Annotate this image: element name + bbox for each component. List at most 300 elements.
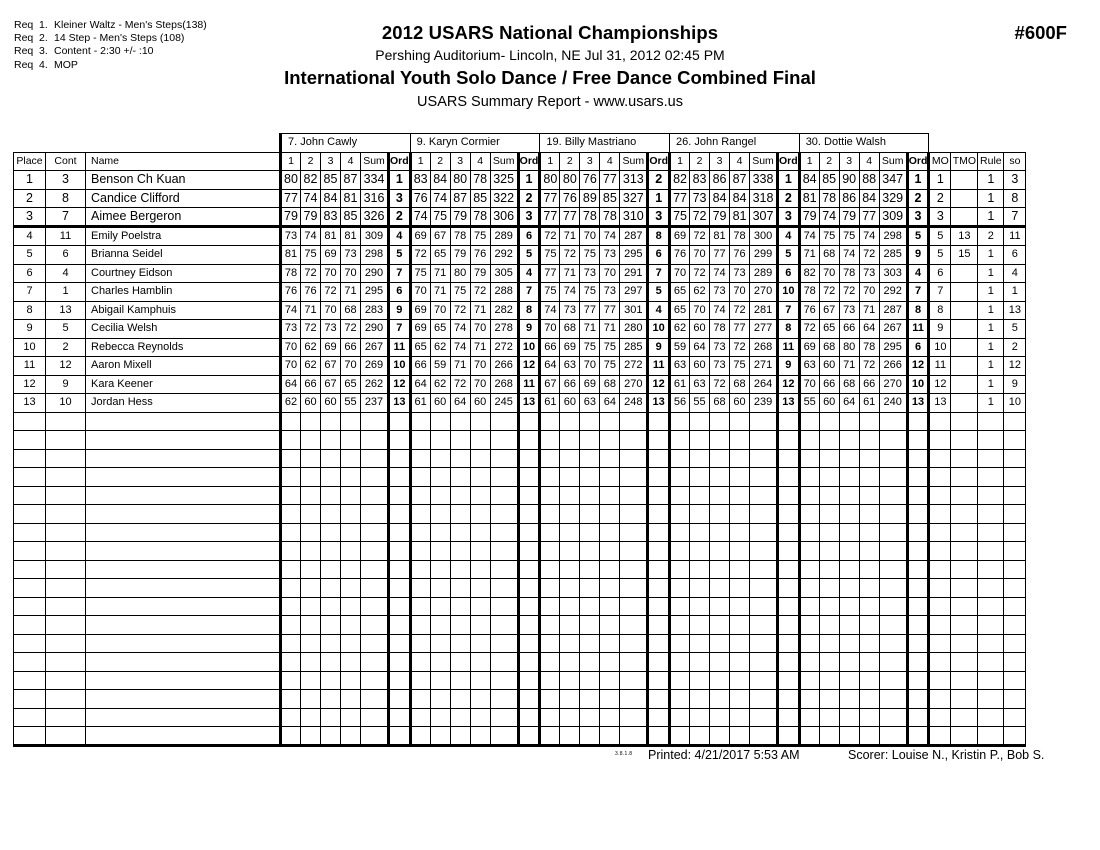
cell-judge5-score4: [859, 579, 879, 598]
cell-judge5-score3: [839, 653, 859, 672]
cell-judge2-score4: [470, 468, 490, 487]
cell-judge2-ord: 6: [518, 227, 540, 246]
table-row-empty[interactable]: [14, 505, 1026, 524]
cell-judge5-score4: 73: [859, 264, 879, 283]
cell-so: 6: [1004, 246, 1026, 265]
cell-mo: [929, 653, 951, 672]
cell-mo: 9: [929, 320, 951, 339]
cell-judge4-score3: [710, 727, 730, 746]
cell-judge5-score1: 55: [799, 394, 819, 413]
cell-name: [86, 727, 281, 746]
cell-judge1-score3: [321, 523, 341, 542]
cell-so: [1004, 671, 1026, 690]
cell-place: [14, 616, 46, 635]
cell-judge1-score4: 65: [341, 375, 361, 394]
cell-judge5-score1: 70: [799, 375, 819, 394]
table-row-empty[interactable]: [14, 579, 1026, 598]
cell-judge2-score1: 83: [410, 171, 430, 190]
table-row-empty[interactable]: [14, 486, 1026, 505]
table-row-empty[interactable]: [14, 671, 1026, 690]
cell-judge4-score1: 56: [670, 394, 690, 413]
cell-judge3-ord: [648, 412, 670, 431]
cell-judge2-score1: [410, 597, 430, 616]
cell-judge2-score1: 69: [410, 227, 430, 246]
cell-judge4-ord: 8: [778, 320, 800, 339]
cell-judge1-score1: [281, 486, 301, 505]
cell-judge5-sum: [879, 468, 907, 487]
cell-judge4-score4: [730, 412, 750, 431]
cell-judge5-score4: 77: [859, 208, 879, 227]
cell-tmo: [951, 394, 978, 413]
cell-judge2-sum: 266: [490, 357, 518, 376]
cell-judge2-score1: [410, 449, 430, 468]
cell-judge4-score4: 72: [730, 338, 750, 357]
cell-judge1-score4: [341, 597, 361, 616]
table-row[interactable]: [14, 171, 1026, 190]
cell-judge1-score1: 79: [281, 208, 301, 227]
cell-mo: [929, 431, 951, 450]
cell-judge3-sum: [620, 616, 648, 635]
cell-judge2-score4: [470, 505, 490, 524]
cell-judge5-ord: [907, 523, 929, 542]
cell-judge5-sum: [879, 542, 907, 561]
cell-judge5-score2: 67: [819, 301, 839, 320]
cell-judge1-score3: 69: [321, 246, 341, 265]
cell-rule: [978, 505, 1004, 524]
cell-judge3-ord: [648, 486, 670, 505]
cell-cont: 13: [46, 301, 86, 320]
cell-judge5-sum: [879, 690, 907, 709]
cell-so: [1004, 542, 1026, 561]
cell-judge3-score1: 77: [540, 264, 560, 283]
cell-cont: [46, 449, 86, 468]
table-row-empty[interactable]: [14, 542, 1026, 561]
cell-judge4-score3: [710, 468, 730, 487]
cell-judge2-sum: [490, 653, 518, 672]
cell-judge1-score2: 62: [301, 357, 321, 376]
cell-judge2-score1: 69: [410, 320, 430, 339]
cell-judge2-score3: [450, 523, 470, 542]
table-row-empty[interactable]: [14, 727, 1026, 746]
cell-tmo: [951, 412, 978, 431]
cell-judge2-score3: [450, 431, 470, 450]
cell-judge3-score3: 71: [580, 320, 600, 339]
cell-judge4-score4: [730, 431, 750, 450]
cell-judge2-score1: 75: [410, 264, 430, 283]
table-row[interactable]: [14, 301, 1026, 320]
cell-judge5-score4: [859, 690, 879, 709]
cell-judge2-score2: [430, 579, 450, 598]
cell-so: [1004, 449, 1026, 468]
table-row[interactable]: [14, 189, 1026, 208]
table-row[interactable]: [14, 357, 1026, 376]
cell-judge2-score4: 75: [470, 227, 490, 246]
cell-judge5-sum: 270: [879, 375, 907, 394]
cell-judge1-score3: [321, 597, 341, 616]
cell-judge2-score2: 67: [430, 227, 450, 246]
cell-cont: 7: [46, 208, 86, 227]
cell-judge3-score3: [580, 597, 600, 616]
table-row-empty[interactable]: [14, 412, 1026, 431]
cell-judge5-score4: [859, 653, 879, 672]
table-row-empty[interactable]: [14, 431, 1026, 450]
cell-judge3-score1: [540, 671, 560, 690]
cell-place: [14, 449, 46, 468]
cell-so: 11: [1004, 227, 1026, 246]
cell-judge2-ord: [518, 431, 540, 450]
cell-judge4-score3: 74: [710, 301, 730, 320]
cell-judge1-score1: 77: [281, 189, 301, 208]
table-row-empty[interactable]: [14, 523, 1026, 542]
cell-place: 10: [14, 338, 46, 357]
cell-judge1-sum: [361, 449, 389, 468]
cell-name: Rebecca Reynolds: [86, 338, 281, 357]
cell-judge5-score3: [839, 486, 859, 505]
cell-judge5-ord: [907, 449, 929, 468]
cell-judge2-sum: [490, 690, 518, 709]
cell-judge1-ord: 13: [389, 394, 411, 413]
cell-place: [14, 412, 46, 431]
cell-judge5-score1: [799, 690, 819, 709]
cell-judge5-score2: [819, 727, 839, 746]
cell-judge1-sum: [361, 708, 389, 727]
table-row-empty[interactable]: [14, 690, 1026, 709]
cell-place: [14, 468, 46, 487]
cell-judge4-score4: 73: [730, 264, 750, 283]
cell-name: Aaron Mixell: [86, 357, 281, 376]
cell-judge2-sum: [490, 579, 518, 598]
cell-so: 8: [1004, 189, 1026, 208]
cell-judge4-ord: 4: [778, 227, 800, 246]
cell-place: 9: [14, 320, 46, 339]
cell-cont: 5: [46, 320, 86, 339]
cell-judge2-ord: [518, 505, 540, 524]
cell-judge3-sum: 285: [620, 338, 648, 357]
cell-judge5-score1: 82: [799, 264, 819, 283]
cell-judge3-ord: [648, 634, 670, 653]
cell-tmo: [951, 634, 978, 653]
cell-judge2-sum: 292: [490, 246, 518, 265]
cell-cont: [46, 690, 86, 709]
cell-judge3-score2: 76: [560, 189, 580, 208]
column-header-judge4-score4: 4: [730, 152, 750, 171]
cell-judge1-score2: 75: [301, 246, 321, 265]
cell-judge3-score4: [600, 579, 620, 598]
cell-judge3-score4: [600, 597, 620, 616]
cell-judge5-ord: [907, 431, 929, 450]
cell-judge4-score2: 64: [690, 338, 710, 357]
cell-name: [86, 708, 281, 727]
cell-judge3-sum: [620, 505, 648, 524]
cell-judge5-sum: 292: [879, 283, 907, 302]
table-row[interactable]: [14, 208, 1026, 227]
cell-judge3-score4: 64: [600, 394, 620, 413]
table-row-empty[interactable]: [14, 597, 1026, 616]
cell-judge3-ord: 1: [648, 189, 670, 208]
cell-judge3-score1: [540, 449, 560, 468]
cell-name: Cecilia Welsh: [86, 320, 281, 339]
cell-judge4-score2: [690, 468, 710, 487]
cell-judge2-score3: 79: [450, 208, 470, 227]
cell-judge3-sum: [620, 634, 648, 653]
table-row-empty[interactable]: [14, 616, 1026, 635]
cell-judge4-ord: [778, 708, 800, 727]
cell-judge5-sum: 240: [879, 394, 907, 413]
cell-judge4-ord: [778, 634, 800, 653]
cell-place: 11: [14, 357, 46, 376]
table-row[interactable]: [14, 246, 1026, 265]
cell-judge2-ord: [518, 727, 540, 746]
table-row[interactable]: [14, 227, 1026, 246]
cell-judge1-score2: [301, 449, 321, 468]
cell-judge2-sum: [490, 468, 518, 487]
table-row[interactable]: [14, 264, 1026, 283]
cell-judge5-score2: 74: [819, 208, 839, 227]
table-row-empty[interactable]: [14, 468, 1026, 487]
cell-judge5-sum: 298: [879, 227, 907, 246]
cell-tmo: [951, 264, 978, 283]
table-row-empty[interactable]: [14, 708, 1026, 727]
table-row[interactable]: [14, 394, 1026, 413]
scorer-label: Scorer: Louise N., Kristin P., Bob S.: [848, 748, 1045, 762]
cell-judge3-sum: 270: [620, 375, 648, 394]
cell-judge3-score4: [600, 449, 620, 468]
cell-judge2-score1: [410, 505, 430, 524]
cell-judge4-score1: 69: [670, 227, 690, 246]
cell-judge1-score4: 85: [341, 208, 361, 227]
cell-judge4-ord: [778, 690, 800, 709]
cell-judge2-score3: 79: [450, 246, 470, 265]
cell-judge4-ord: 11: [778, 338, 800, 357]
cell-judge4-score3: [710, 412, 730, 431]
cell-judge2-sum: [490, 597, 518, 616]
cell-judge2-score4: [470, 449, 490, 468]
cell-judge4-sum: [750, 523, 778, 542]
cell-judge3-ord: [648, 542, 670, 561]
cell-cont: 1: [46, 283, 86, 302]
table-row[interactable]: [14, 283, 1026, 302]
cell-judge1-score2: [301, 690, 321, 709]
cell-judge3-score1: 77: [540, 208, 560, 227]
cell-judge1-score3: 73: [321, 320, 341, 339]
cell-judge1-ord: [389, 542, 411, 561]
cell-judge1-score3: 81: [321, 227, 341, 246]
cell-judge3-score2: 80: [560, 171, 580, 190]
cell-judge5-score2: [819, 431, 839, 450]
judge-header-3: [540, 134, 670, 153]
cell-judge5-score4: [859, 727, 879, 746]
cell-judge5-ord: 2: [907, 189, 929, 208]
cell-place: [14, 671, 46, 690]
table-row-empty[interactable]: [14, 449, 1026, 468]
cell-judge1-score4: [341, 486, 361, 505]
cell-mo: [929, 542, 951, 561]
cell-judge4-score1: [670, 468, 690, 487]
cell-judge1-score4: 73: [341, 246, 361, 265]
cell-judge3-ord: [648, 690, 670, 709]
cell-judge5-sum: 295: [879, 338, 907, 357]
cell-judge2-score3: [450, 653, 470, 672]
table-row[interactable]: [14, 375, 1026, 394]
cell-judge5-score1: [799, 449, 819, 468]
column-header-judge5-ord: Ord: [907, 152, 929, 171]
cell-judge5-score2: [819, 412, 839, 431]
cell-judge2-score4: [470, 653, 490, 672]
cell-mo: [929, 505, 951, 524]
cell-judge1-score2: 79: [301, 208, 321, 227]
cell-judge3-score2: [560, 449, 580, 468]
cell-judge1-sum: [361, 653, 389, 672]
cell-judge5-score3: [839, 560, 859, 579]
cell-judge2-score1: [410, 579, 430, 598]
column-header-mo: MO: [929, 152, 951, 171]
cell-judge5-score4: 64: [859, 320, 879, 339]
cell-rule: 1: [978, 246, 1004, 265]
cell-judge5-score4: 61: [859, 394, 879, 413]
cell-judge3-score4: 73: [600, 283, 620, 302]
table-row-empty[interactable]: [14, 634, 1026, 653]
cell-judge5-score3: [839, 523, 859, 542]
cell-judge2-score3: [450, 708, 470, 727]
cell-judge1-score2: 74: [301, 189, 321, 208]
cell-judge4-score4: 60: [730, 394, 750, 413]
cell-judge1-score3: 60: [321, 394, 341, 413]
cell-judge1-score4: [341, 579, 361, 598]
cell-judge2-ord: [518, 486, 540, 505]
cell-judge3-ord: [648, 727, 670, 746]
cell-judge2-score1: [410, 486, 430, 505]
cell-judge4-ord: 6: [778, 264, 800, 283]
column-header-judge3-score1: 1: [540, 152, 560, 171]
cell-judge4-sum: [750, 505, 778, 524]
cell-judge3-score4: [600, 708, 620, 727]
cell-judge3-sum: 310: [620, 208, 648, 227]
cell-judge1-ord: [389, 468, 411, 487]
cell-tmo: [951, 283, 978, 302]
cell-judge1-ord: [389, 634, 411, 653]
cell-judge5-score3: 78: [839, 264, 859, 283]
judge-number: 26.: [676, 136, 692, 149]
cell-judge3-score2: 69: [560, 338, 580, 357]
cell-judge2-score3: 80: [450, 264, 470, 283]
cell-judge4-sum: [750, 690, 778, 709]
cell-tmo: [951, 468, 978, 487]
cell-place: 5: [14, 246, 46, 265]
cell-place: [14, 542, 46, 561]
cell-judge3-score3: 76: [580, 171, 600, 190]
cell-so: [1004, 597, 1026, 616]
cell-rule: 1: [978, 283, 1004, 302]
cell-mo: [929, 560, 951, 579]
cell-judge2-score4: [470, 690, 490, 709]
cell-judge3-score4: [600, 727, 620, 746]
cell-judge4-ord: [778, 505, 800, 524]
cell-judge1-score3: [321, 486, 341, 505]
cell-judge5-score1: 78: [799, 283, 819, 302]
cell-judge4-score3: 68: [710, 394, 730, 413]
cell-tmo: [951, 616, 978, 635]
cell-judge1-ord: [389, 616, 411, 635]
cell-judge3-score3: 73: [580, 264, 600, 283]
cell-judge2-score1: 66: [410, 357, 430, 376]
cell-judge1-score4: 71: [341, 283, 361, 302]
cell-judge4-score2: [690, 634, 710, 653]
cell-judge3-score3: [580, 523, 600, 542]
cell-place: [14, 708, 46, 727]
cell-mo: [929, 468, 951, 487]
cell-cont: 3: [46, 171, 86, 190]
cell-judge2-score4: 79: [470, 264, 490, 283]
cell-judge2-score2: 65: [430, 246, 450, 265]
cell-judge2-ord: [518, 560, 540, 579]
table-row[interactable]: [14, 320, 1026, 339]
table-row-empty[interactable]: [14, 560, 1026, 579]
cell-judge1-score2: [301, 653, 321, 672]
cell-judge3-score4: [600, 634, 620, 653]
cell-judge4-sum: [750, 579, 778, 598]
cell-judge4-ord: [778, 523, 800, 542]
cell-judge1-score2: [301, 616, 321, 635]
column-header-cont: Cont: [46, 152, 86, 171]
cell-judge4-score3: [710, 486, 730, 505]
cell-judge4-score3: 73: [710, 357, 730, 376]
cell-judge4-score1: [670, 449, 690, 468]
cell-judge2-score1: 61: [410, 394, 430, 413]
cell-judge4-score4: [730, 542, 750, 561]
cell-judge4-score1: 65: [670, 283, 690, 302]
cell-judge5-score1: [799, 653, 819, 672]
cell-so: [1004, 579, 1026, 598]
cell-judge4-score4: [730, 616, 750, 635]
judge-header-4: [670, 134, 800, 153]
cell-judge1-sum: 295: [361, 283, 389, 302]
cell-name: Kara Keener: [86, 375, 281, 394]
cell-judge1-ord: [389, 690, 411, 709]
cell-place: [14, 505, 46, 524]
cell-mo: [929, 634, 951, 653]
column-header-judge4-ord: Ord: [778, 152, 800, 171]
cell-judge3-score3: [580, 431, 600, 450]
table-row-empty[interactable]: [14, 653, 1026, 672]
cell-judge3-score4: 78: [600, 208, 620, 227]
cell-judge2-ord: 7: [518, 283, 540, 302]
cell-judge4-score4: 87: [730, 171, 750, 190]
cell-judge3-score1: 64: [540, 357, 560, 376]
judge-name: Billy Mastriano: [564, 136, 637, 149]
cell-judge5-ord: 9: [907, 246, 929, 265]
cell-so: 9: [1004, 375, 1026, 394]
cell-judge5-sum: [879, 523, 907, 542]
cell-judge2-score2: 65: [430, 320, 450, 339]
cell-judge3-score1: 74: [540, 301, 560, 320]
cell-judge4-sum: [750, 431, 778, 450]
cell-judge3-score3: [580, 579, 600, 598]
cell-judge5-score4: 74: [859, 227, 879, 246]
cell-so: 7: [1004, 208, 1026, 227]
cell-judge2-ord: 5: [518, 246, 540, 265]
table-row[interactable]: [14, 338, 1026, 357]
cell-name: Candice Clifford: [86, 189, 281, 208]
cell-tmo: [951, 357, 978, 376]
cell-judge3-ord: 7: [648, 264, 670, 283]
cell-rule: 1: [978, 301, 1004, 320]
cell-judge3-sum: 248: [620, 394, 648, 413]
cell-judge1-ord: 12: [389, 375, 411, 394]
cell-judge4-score3: 73: [710, 338, 730, 357]
cell-name: Emily Poelstra: [86, 227, 281, 246]
cell-judge2-score2: [430, 560, 450, 579]
column-header-judge1-sum: Sum: [361, 152, 389, 171]
